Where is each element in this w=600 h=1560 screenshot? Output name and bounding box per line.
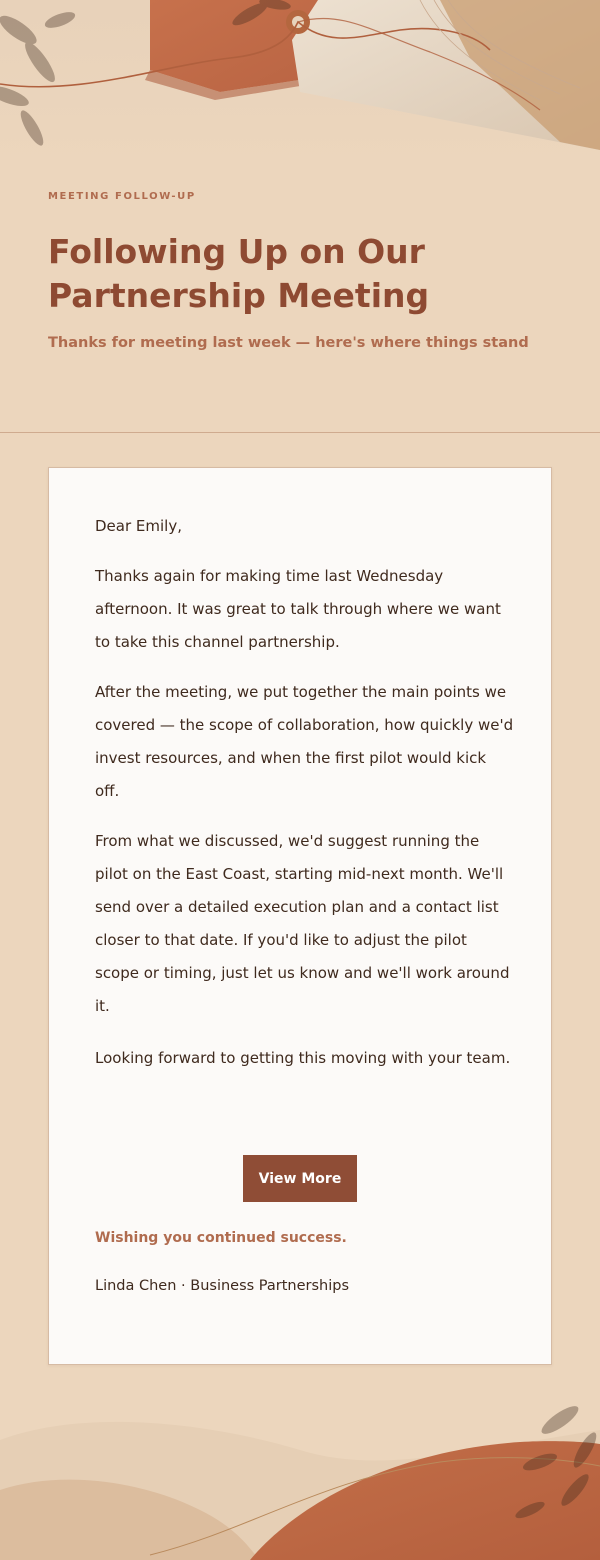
letter-paragraph-4: Looking forward to getting this moving with your team. <box>95 1049 511 1067</box>
header-divider <box>0 432 600 433</box>
title-line-2: Partnership Meeting <box>48 276 430 315</box>
letter-greeting: Dear Emily, <box>95 517 182 535</box>
title-line-1: Following Up on Our <box>48 232 425 271</box>
email-title <box>48 230 568 318</box>
email-subtitle: Thanks for meeting last week — here's where things stand <box>48 335 529 351</box>
header-illustration <box>0 0 600 170</box>
letter-paragraph-1: Thanks again for making time last Wednesday afternoon. It was great to talk through where we want to take this channel partnership. <box>95 567 501 651</box>
letter-paragraph-2: After the meeting, we put together the main points we covered — the scope of collaboration, how quickly we'd invest resources, and when the first pilot would kick off. <box>95 683 514 800</box>
footer-illustration <box>0 1380 600 1560</box>
letter-card <box>48 467 552 1365</box>
letter-paragraph-3: From what we discussed, we'd suggest running the pilot on the East Coast, starting mid-next month. We'll send over a detailed execution plan and a contact list closer to that date. If you'd like to adjust the pilot scope or timing, just let us know and we'll work around it. <box>95 832 510 1015</box>
letter-signature: Linda Chen · Business Partnerships <box>95 1278 350 1294</box>
eyebrow-label: MEETING FOLLOW-UP <box>48 191 196 202</box>
view-more-button[interactable]: View More <box>243 1155 357 1202</box>
letter-closing: Wishing you continued success. <box>95 1230 347 1246</box>
